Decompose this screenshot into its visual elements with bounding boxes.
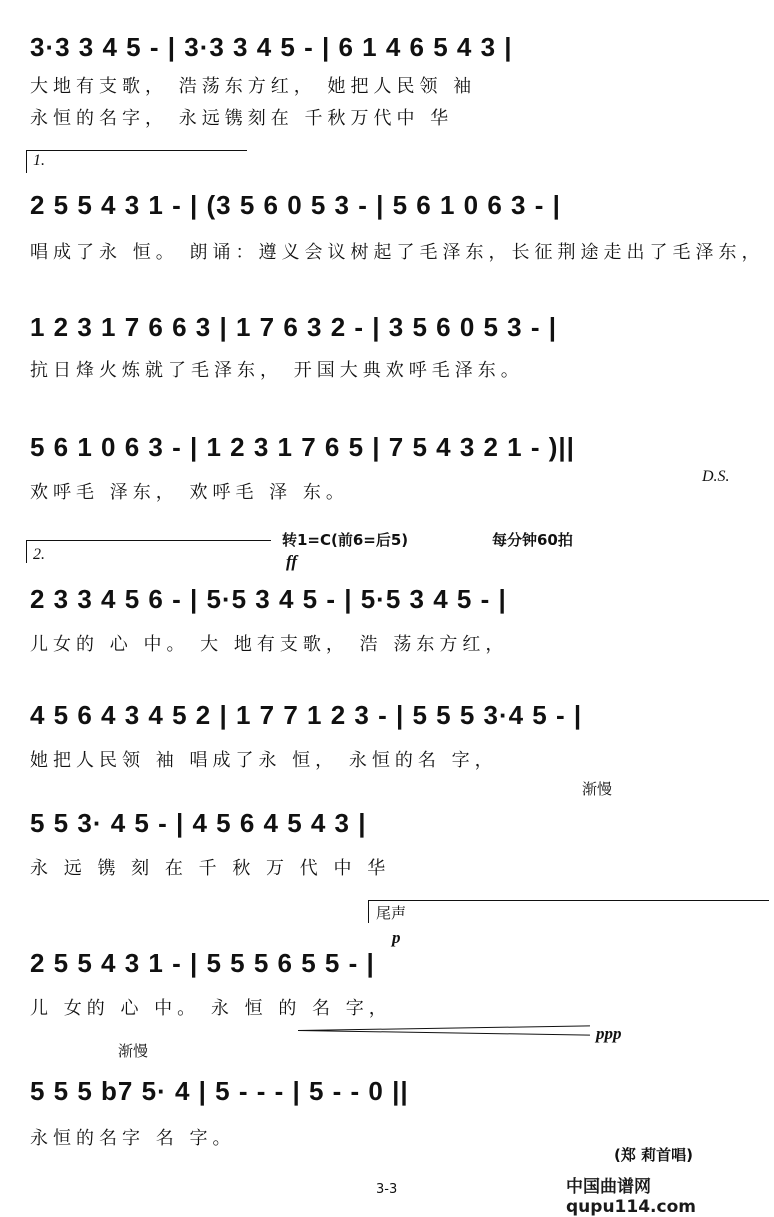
volta-1-label: 1. bbox=[33, 152, 45, 169]
coda-bracket bbox=[368, 900, 769, 923]
tempo-marking: 每分钟60拍 bbox=[492, 531, 573, 549]
ds-mark: D.S. bbox=[702, 468, 730, 485]
decrescendo-bottom bbox=[298, 1025, 590, 1031]
volta-1-bracket bbox=[26, 150, 247, 173]
performer-credit: (郑 莉首唱) bbox=[614, 1146, 693, 1164]
key-change: 转1=C(前6=后5) bbox=[282, 531, 409, 549]
notation-row-5: 2 3 3 4 5 6 - | 5·5 3 4 5 - | 5·5 3 4 5 - | bbox=[30, 584, 507, 614]
lyric-row-6: 她把人民领 袖 唱成了永 恒， 永恒的名 字， bbox=[30, 750, 498, 771]
notation-row-6: 4 5 6 4 3 4 5 2 | 1 7 7 1 2 3 - | 5 5 5 3·4 5 - | bbox=[30, 700, 583, 730]
notation-row-9: 5 5 5 b7 5· 4 | 5 - - - | 5 - - 0 || bbox=[30, 1076, 409, 1106]
notation-row-1: 3·3 3 4 5 - | 3·3 3 4 5 - | 6 1 4 6 5 4 3 | bbox=[30, 32, 513, 62]
lyric-row-3: 抗日烽火炼就了毛泽东， 开国大典欢呼毛泽东。 bbox=[30, 360, 524, 381]
lyric-row-5: 儿女的 心 中。 大 地有支歌， 浩 荡东方红， bbox=[30, 634, 509, 655]
volta-2-bracket bbox=[26, 540, 271, 563]
coda-label: 尾声 bbox=[376, 904, 407, 922]
lyric-row-8: 儿 女的 心 中。 永 恒 的 名 字， bbox=[30, 998, 392, 1019]
volta-2-label: 2. bbox=[33, 546, 45, 563]
dynamic-p: p bbox=[392, 928, 401, 947]
page-number: 3-3 bbox=[376, 1182, 398, 1197]
notation-row-3: 1 2 3 1 7 6 6 3 | 1 7 6 3 2 - | 3 5 6 0 5 3 - | bbox=[30, 312, 558, 342]
dynamic-ff: ff bbox=[286, 552, 298, 571]
notation-row-2: 2 5 5 4 3 1 - | (3 5 6 0 5 3 - | 5 6 1 0 6 3 - | bbox=[30, 190, 561, 220]
lyric-row-9: 永恒的名字 名 字。 bbox=[30, 1128, 236, 1149]
lyric-row-7: 永 远 镌 刻 在 千 秋 万 代 中 华 bbox=[30, 858, 391, 879]
jianman-mark-1: 渐慢 bbox=[582, 780, 613, 798]
site-watermark: 中国曲谱网qupu114.com bbox=[566, 1177, 696, 1217]
jianman-mark-2: 渐慢 bbox=[118, 1042, 149, 1060]
lyric-row-2: 唱成了永 恒。 朗诵：遵义会议树起了毛泽东，长征荆途走出了毛泽东， bbox=[30, 242, 765, 263]
lyric-row-1b: 永恒的名字， 永远镌刻在 千秋万代中 华 bbox=[30, 108, 454, 129]
notation-row-8: 2 5 5 4 3 1 - | 5 5 5 6 5 5 - | bbox=[30, 948, 375, 978]
decrescendo-top bbox=[298, 1030, 590, 1036]
notation-row-4: 5 6 1 0 6 3 - | 1 2 3 1 7 6 5 | 7 5 4 3 2 1 - )|| bbox=[30, 432, 575, 462]
lyric-row-4: 欢呼毛 泽东， 欢呼毛 泽 东。 bbox=[30, 482, 349, 503]
notation-row-7: 5 5 3· 4 5 - | 4 5 6 4 5 4 3 | bbox=[30, 808, 367, 838]
lyric-row-1a: 大地有支歌， 浩荡东方红， 她把人民领 袖 bbox=[30, 76, 477, 97]
dynamic-ppp: ppp bbox=[596, 1024, 622, 1043]
